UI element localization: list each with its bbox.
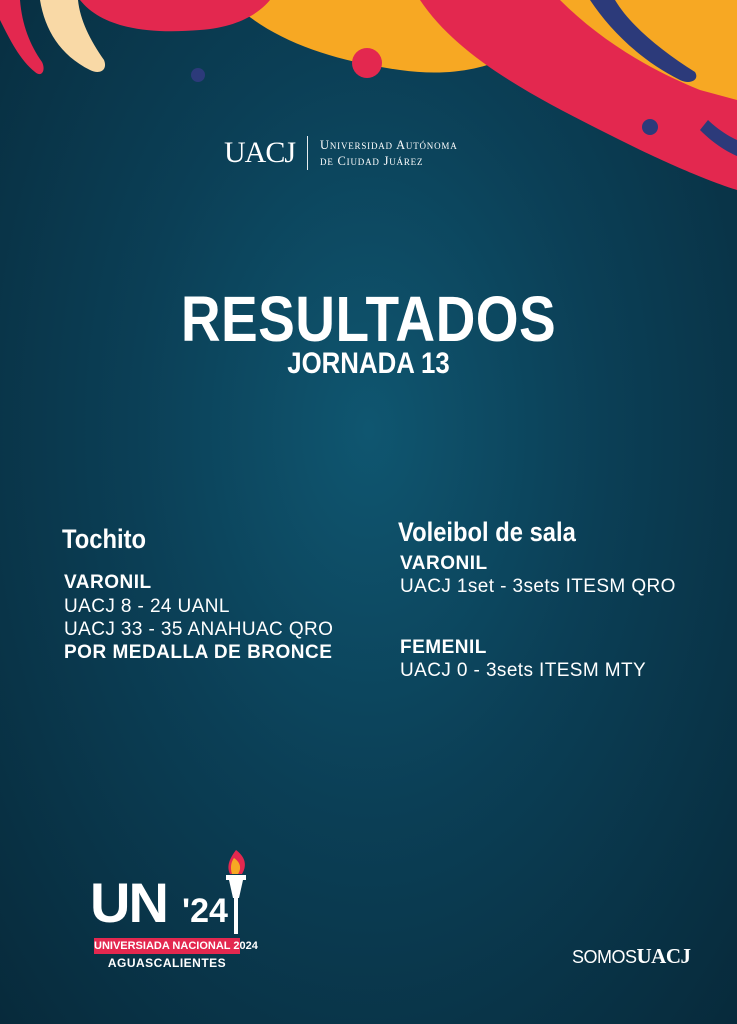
decorative-shapes — [0, 0, 737, 200]
tochito-category: VARONIL — [64, 572, 152, 593]
navy-dot-right — [642, 119, 658, 135]
red-dot — [352, 48, 382, 78]
tochito-title: Tochito — [62, 524, 147, 554]
red-drip — [0, 0, 44, 74]
uacj-text: UACJ — [636, 944, 691, 968]
voleibol-varonil-result: UACJ 1set - 3sets ITESM QRO — [400, 576, 676, 597]
tochito-note: POR MEDALLA DE BRONCE — [64, 642, 333, 663]
universiada-band: UNIVERSIADA NACIONAL 2024 — [94, 940, 258, 952]
page-title: RESULTADOS — [180, 283, 557, 355]
somos-uacj-logo — [572, 944, 691, 969]
voleibol-femenil-category: FEMENIL — [400, 637, 487, 658]
tochito-result-2: UACJ 33 - 35 ANAHUAC QRO — [64, 619, 334, 640]
un-logo-mark: UN — [90, 871, 167, 934]
red-wave-left — [80, 0, 270, 31]
uacj-header-logo — [224, 136, 458, 170]
somos-text: SOMOS — [572, 947, 637, 967]
universiada-logo — [90, 848, 258, 973]
uacj-logo-mark: UACJ — [224, 136, 296, 169]
page-subtitle: JORNADA 13 — [287, 347, 450, 380]
navy-dot — [191, 68, 205, 82]
university-name — [320, 137, 457, 169]
university-name-line2: de Ciudad Juárez — [320, 154, 424, 168]
voleibol-title: Voleibol de sala — [398, 517, 576, 547]
universiada-city: AGUASCALIENTES — [107, 956, 227, 970]
university-name-line1: Universidad Autónoma — [320, 138, 458, 152]
voleibol-varonil-category: VARONIL — [400, 553, 488, 574]
tochito-result-1: UACJ 8 - 24 UANL — [64, 596, 230, 617]
voleibol-femenil-result: UACJ 0 - 3sets ITESM MTY — [400, 660, 647, 681]
logo-divider — [307, 136, 308, 170]
un-logo-year: '24 — [182, 892, 228, 930]
